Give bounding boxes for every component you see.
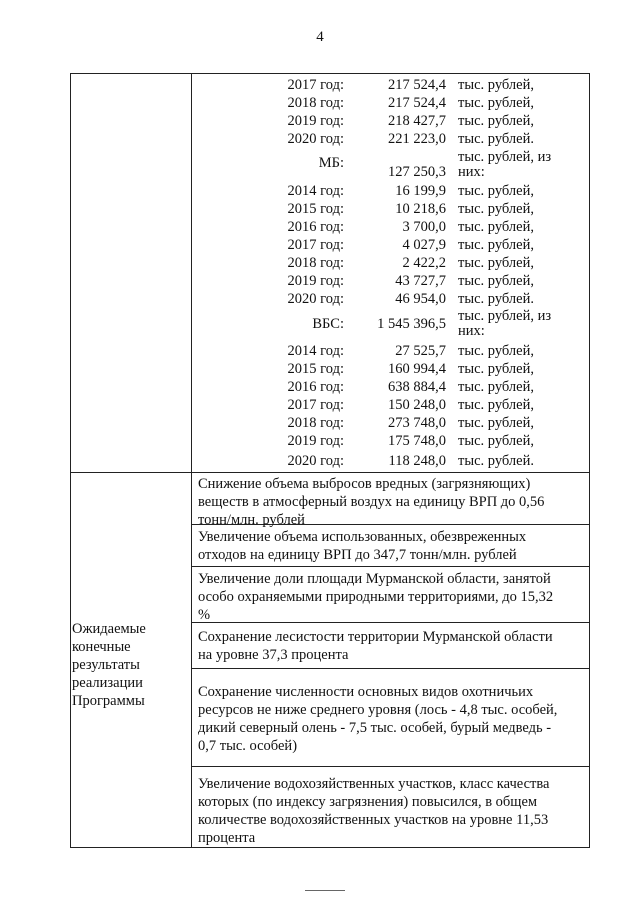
result-divider: [191, 668, 590, 669]
result-line: %: [198, 607, 211, 623]
vbs-unit-line1: тыс. рублей, из: [458, 308, 552, 324]
result-divider: [191, 566, 590, 567]
unit-label: тыс. рублей,: [458, 361, 534, 377]
result-item: [198, 475, 580, 529]
year-label: 2014 год:: [287, 183, 344, 199]
label-line: результаты: [72, 657, 140, 673]
amount-value: 217 524,4: [388, 95, 446, 111]
result-item: [198, 528, 580, 564]
result-line: ресурсов не ниже среднего уровня (лось - 4,8 тыс. особей,: [198, 702, 558, 718]
result-line: веществ в атмосферный воздух на единицу ВРП до 0,56: [198, 494, 545, 510]
unit-label: тыс. рублей,: [458, 343, 534, 359]
result-line: Снижение объема выбросов вредных (загрязняющих): [198, 476, 531, 492]
result-line: Увеличение объема использованных, обезвреженных: [198, 529, 527, 545]
amount-value: 150 248,0: [388, 397, 446, 413]
result-item: [198, 628, 580, 664]
amount-value: 27 525,7: [395, 343, 446, 359]
year-label: 2019 год:: [287, 273, 344, 289]
column-divider: [191, 73, 192, 848]
row-divider: [70, 472, 590, 473]
label-line: конечные: [72, 639, 131, 655]
result-line: процента: [198, 830, 256, 846]
year-label: 2020 год:: [287, 453, 344, 469]
unit-label: тыс. рублей,: [458, 237, 534, 253]
amount-value: 2 422,2: [402, 255, 446, 271]
year-label: 2016 год:: [287, 219, 344, 235]
amount-value: 16 199,9: [395, 183, 446, 199]
unit-label: тыс. рублей,: [458, 433, 534, 449]
result-line: Увеличение доли площади Мурманской области, занятой: [198, 571, 551, 587]
label-line: реализации: [72, 675, 143, 691]
unit-label: тыс. рублей.: [458, 291, 534, 307]
year-label: 2020 год:: [287, 131, 344, 147]
mb-unit-line2: них:: [458, 164, 485, 180]
unit-label: тыс. рублей,: [458, 255, 534, 271]
unit-label: тыс. рублей,: [458, 95, 534, 111]
unit-label: тыс. рублей,: [458, 113, 534, 129]
mb-label: МБ:: [318, 155, 344, 171]
year-label: 2018 год:: [287, 255, 344, 271]
amount-value: 217 524,4: [388, 77, 446, 93]
amount-value: 46 954,0: [395, 291, 446, 307]
result-line: отходов на единицу ВРП до 347,7 тонн/млн. рублей: [198, 547, 517, 563]
result-line: которых (по индексу загрязнения) повысился, в общем: [198, 794, 538, 810]
result-line: Сохранение лесистости территории Мурманской области: [198, 629, 553, 645]
result-line: 0,7 тыс. особей): [198, 738, 298, 754]
year-label: 2017 год:: [287, 237, 344, 253]
label-line: Программы: [72, 693, 145, 709]
unit-label: тыс. рублей,: [458, 201, 534, 217]
unit-label: тыс. рублей,: [458, 183, 534, 199]
year-label: 2020 год:: [287, 291, 344, 307]
mb-unit-line1: тыс. рублей, из: [458, 149, 552, 165]
amount-value: 221 223,0: [388, 131, 446, 147]
result-line: Сохранение численности основных видов охотничьих: [198, 684, 534, 700]
unit-label: тыс. рублей.: [458, 453, 534, 469]
amount-value: 273 748,0: [388, 415, 446, 431]
amount-value: 10 218,6: [395, 201, 446, 217]
year-label: 2015 год:: [287, 361, 344, 377]
page-number: 4: [316, 29, 324, 45]
result-item: [198, 683, 580, 755]
year-label: 2014 год:: [287, 343, 344, 359]
unit-label: тыс. рублей.: [458, 131, 534, 147]
footer-divider: [305, 890, 345, 891]
result-item: [198, 570, 580, 624]
year-label: 2018 год:: [287, 415, 344, 431]
year-label: 2018 год:: [287, 95, 344, 111]
vbs-label: ВБС:: [312, 316, 344, 332]
amount-value: 160 994,4: [388, 361, 446, 377]
mb-total: 127 250,3: [388, 164, 446, 180]
year-label: 2019 год:: [287, 433, 344, 449]
amount-value: 118 248,0: [388, 453, 446, 469]
result-line: на уровне 37,3 процента: [198, 647, 349, 663]
result-line: количестве водохозяйственных участков на уровне 11,53: [198, 812, 549, 828]
unit-label: тыс. рублей,: [458, 415, 534, 431]
amount-value: 43 727,7: [395, 273, 446, 289]
year-label: 2015 год:: [287, 201, 344, 217]
vbs-unit-line2: них:: [458, 323, 485, 339]
year-label: 2016 год:: [287, 379, 344, 395]
result-divider: [191, 766, 590, 767]
amount-value: 3 700,0: [402, 219, 446, 235]
result-line: особо охраняемыми природными территориями, до 15,32: [198, 589, 554, 605]
unit-label: тыс. рублей,: [458, 397, 534, 413]
result-line: тонн/млн. рублей: [198, 512, 305, 528]
amount-value: 218 427,7: [388, 113, 446, 129]
unit-label: тыс. рублей,: [458, 219, 534, 235]
vbs-total: 1 545 396,5: [377, 316, 446, 332]
label-line: Ожидаемые: [72, 621, 146, 637]
result-line: Увеличение водохозяйственных участков, класс качества: [198, 776, 550, 792]
unit-label: тыс. рублей,: [458, 77, 534, 93]
result-line: дикий северный олень - 7,5 тыс. особей, бурый медведь -: [198, 720, 552, 736]
year-label: 2017 год:: [287, 397, 344, 413]
amount-value: 4 027,9: [402, 237, 446, 253]
amount-value: 175 748,0: [388, 433, 446, 449]
expected-results-label: [72, 620, 190, 710]
unit-label: тыс. рублей,: [458, 379, 534, 395]
unit-label: тыс. рублей,: [458, 273, 534, 289]
amount-value: 638 884,4: [388, 379, 446, 395]
result-item: [198, 775, 580, 847]
year-label: 2017 год:: [287, 77, 344, 93]
year-label: 2019 год:: [287, 113, 344, 129]
